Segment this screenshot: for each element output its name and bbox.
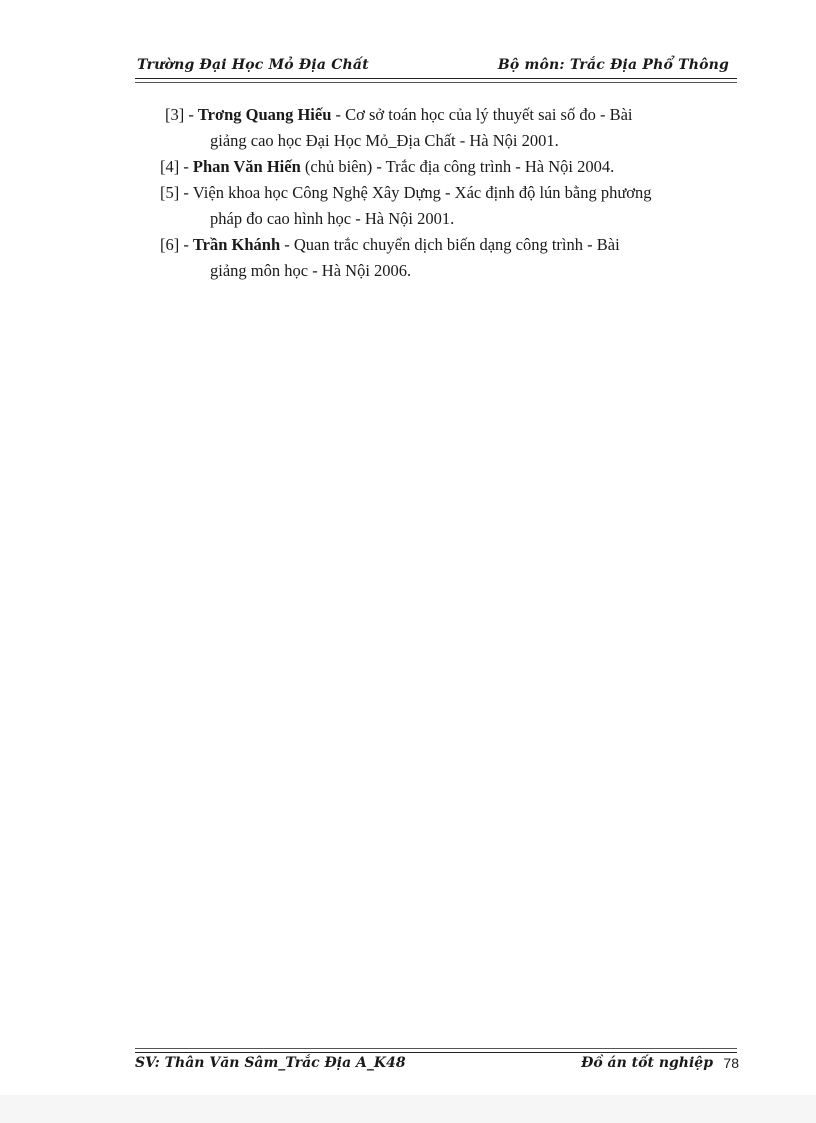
- reference-text: - Cơ sở toán học của lý thuyết sai số đo - Bài: [331, 105, 633, 124]
- page-number: 78: [723, 1055, 739, 1071]
- header-rule: [135, 78, 737, 79]
- reference-line: [160, 232, 740, 258]
- reference-author: Phan Văn Hiến: [192, 157, 301, 176]
- reference-text: (chủ biên) - Trắc địa công trình - Hà Nội 2004.: [300, 157, 615, 176]
- reference-number: [3] -: [165, 105, 194, 124]
- page-header: [135, 55, 735, 77]
- page-bottom-margin: [0, 1095, 816, 1123]
- reference-number: [4] -: [160, 157, 189, 176]
- header-rule-secondary: [135, 82, 737, 83]
- footer-rule: [135, 1052, 737, 1053]
- reference-list: [160, 102, 740, 284]
- page-footer: [135, 1055, 739, 1075]
- header-school: Trường Đại Học Mỏ Địa Chất: [137, 57, 369, 73]
- reference-continuation: pháp đo cao hình học - Hà Nội 2001.: [210, 209, 455, 228]
- reference-item: [160, 154, 740, 180]
- reference-line: [160, 180, 740, 206]
- reference-line: [160, 154, 740, 180]
- reference-continuation: giảng môn học - Hà Nội 2006.: [210, 261, 412, 280]
- header-department: Bộ môn: Trắc Địa Phổ Thông: [497, 57, 729, 73]
- reference-text: Viện khoa học Công Nghệ Xây Dựng - Xác định độ lún bằng phương: [192, 183, 652, 202]
- reference-author: Trần Khánh: [192, 235, 281, 254]
- reference-continuation: giảng cao học Đại Học Mỏ_Địa Chất - Hà Nội 2001.: [210, 131, 559, 150]
- reference-item: [160, 180, 740, 232]
- reference-number: [5] -: [160, 183, 189, 202]
- reference-line: [160, 102, 740, 128]
- reference-text: - Quan trắc chuyển dịch biến dạng công trình - Bài: [280, 235, 620, 254]
- reference-author: Trơng Quang Hiếu: [197, 105, 332, 124]
- reference-item: [160, 232, 740, 284]
- reference-number: [6] -: [160, 235, 189, 254]
- footer-rule-secondary: [135, 1048, 737, 1049]
- footer-title: Đồ án tốt nghiệp: [581, 1055, 713, 1071]
- footer-author: SV: Thân Văn Sâm_Trắc Địa A_K48: [135, 1055, 406, 1071]
- reference-item: [160, 102, 740, 154]
